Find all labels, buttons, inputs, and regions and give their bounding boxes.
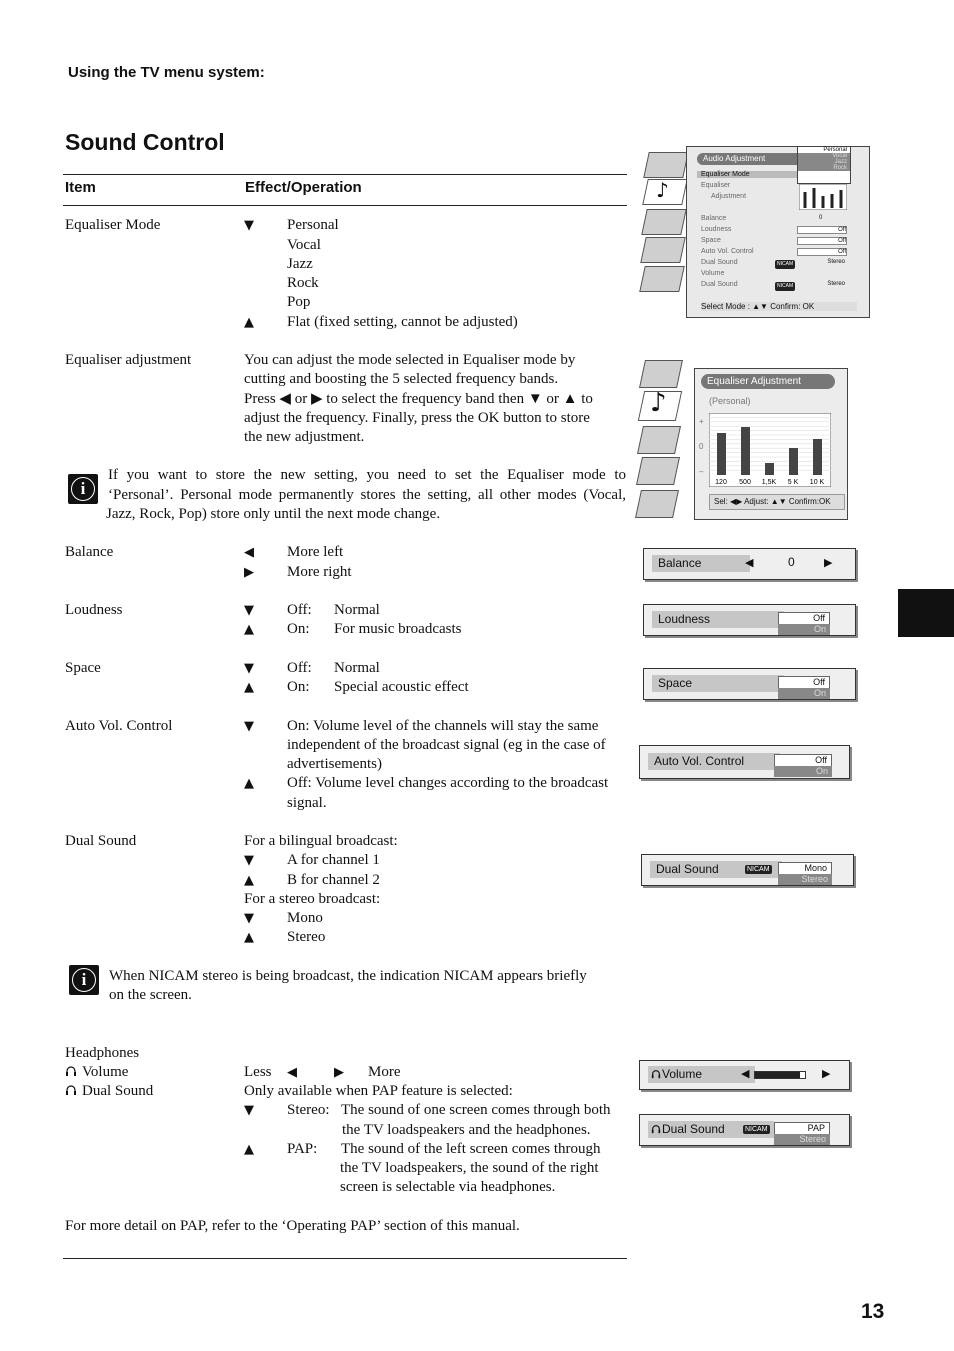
down-arrow-icon: ▼ bbox=[244, 853, 254, 868]
volume-bar-fill bbox=[755, 1072, 800, 1078]
balance-label: Balance bbox=[65, 544, 114, 560]
up-arrow-icon: ▲ bbox=[244, 680, 254, 695]
loudness-on-key: On: bbox=[287, 621, 310, 637]
dual-mono: Mono bbox=[287, 910, 323, 926]
dropdown-option[interactable]: Vocal bbox=[798, 153, 850, 159]
hp-stereo-key: Stereo: bbox=[287, 1102, 330, 1118]
features-menu-icon bbox=[641, 209, 687, 235]
osd-audio-menu bbox=[640, 146, 870, 318]
row-dual[interactable]: Dual Sound bbox=[701, 259, 738, 266]
dual-stereo: Stereo bbox=[287, 929, 326, 945]
eq-band-label: 1,5K bbox=[761, 479, 777, 486]
eq-mode-label: Equaliser Mode bbox=[65, 217, 161, 233]
up-arrow-icon: ▲ bbox=[244, 873, 254, 888]
audio-title: Audio Adjustment bbox=[697, 153, 813, 165]
eq-option: Vocal bbox=[287, 237, 321, 253]
eq-adjust-label: Equaliser adjustment bbox=[65, 352, 192, 368]
eq-scale: + bbox=[699, 417, 704, 426]
hp-dual-osd-label: Dual Sound bbox=[648, 1121, 774, 1138]
hp-less: Less bbox=[244, 1064, 272, 1080]
value-avc: Off bbox=[797, 248, 847, 256]
headphones-dual-label: Dual Sound bbox=[82, 1083, 154, 1099]
balance-right: More right bbox=[287, 564, 352, 580]
value-dual: Stereo bbox=[827, 259, 845, 265]
space-off-key: Off: bbox=[287, 660, 312, 676]
up-arrow-icon: ▲ bbox=[244, 930, 254, 945]
dual-bilingual: For a bilingual broadcast: bbox=[244, 833, 398, 849]
loudness-label: Loudness bbox=[65, 602, 123, 618]
eq-option: Pop bbox=[287, 294, 311, 310]
eq-band-label: 10 K bbox=[809, 479, 825, 486]
hp-more: More bbox=[368, 1064, 401, 1080]
right-arrow-icon[interactable]: ▶ bbox=[822, 1067, 831, 1080]
dual-a: A for channel 1 bbox=[287, 852, 380, 868]
note-text: Jazz, Rock, Pop) store only until the next mode change. bbox=[106, 506, 441, 522]
space-off-val: Normal bbox=[334, 660, 380, 676]
hp-pap-text: screen is selectable via headphones. bbox=[340, 1179, 556, 1195]
note-text: on the screen. bbox=[109, 987, 192, 1003]
row-avc[interactable]: Auto Vol. Control bbox=[701, 248, 754, 255]
row-eq-adjust[interactable]: Adjustment bbox=[711, 193, 747, 200]
up-arrow-icon: ▲ bbox=[244, 1142, 254, 1157]
hp-stereo-text: the TV loadspeakers and the headphones. bbox=[342, 1122, 591, 1138]
info-icon: i bbox=[68, 474, 98, 504]
eq-option: Personal bbox=[287, 217, 339, 233]
nicam-badge: NICAM bbox=[745, 1126, 768, 1133]
loudness-off-val: Normal bbox=[334, 602, 380, 618]
balance-left: More left bbox=[287, 544, 344, 560]
eq-band-bar[interactable] bbox=[789, 448, 798, 475]
col-header-item: Item bbox=[65, 179, 96, 196]
up-arrow-icon: ▲ bbox=[244, 315, 254, 330]
option-on[interactable]: On bbox=[774, 766, 832, 777]
eq-scale: – bbox=[699, 467, 704, 476]
headphones-icon bbox=[651, 1069, 661, 1079]
nicam-badge: NICAM bbox=[777, 283, 794, 289]
picture-menu-icon bbox=[639, 360, 683, 388]
space-label: Space bbox=[65, 660, 101, 676]
eq-title: Equaliser Adjustment bbox=[701, 374, 835, 389]
eq-option: Jazz bbox=[287, 256, 313, 272]
loudness-osd-label: Loudness bbox=[652, 611, 784, 628]
headphones-icon bbox=[65, 1065, 77, 1077]
preset-menu-icon bbox=[635, 490, 679, 518]
dropdown-option[interactable]: Jazz bbox=[798, 159, 850, 165]
option-mono[interactable]: Mono bbox=[778, 862, 832, 875]
value-space: Off bbox=[797, 237, 847, 245]
eq-band-bar[interactable] bbox=[717, 433, 726, 475]
headphones-volume-label: Volume bbox=[82, 1064, 129, 1080]
eq-adjust-text: Press ◀ or ▶ to select the frequency band then ▼ or ▲ to bbox=[244, 391, 593, 407]
chapter-tab bbox=[898, 589, 954, 637]
setup-menu-icon bbox=[636, 457, 680, 485]
row-balance[interactable]: Balance bbox=[701, 215, 727, 222]
row-space[interactable]: Space bbox=[701, 237, 721, 244]
avc-on-text: On: Volume level of the channels will stay the same bbox=[287, 718, 599, 734]
eq-panel bbox=[694, 368, 848, 520]
right-arrow-icon: ▶ bbox=[244, 565, 254, 580]
hp-pap-key: PAP: bbox=[287, 1141, 318, 1157]
osd-space[interactable] bbox=[643, 668, 856, 700]
left-arrow-icon[interactable]: ◀ bbox=[741, 1067, 750, 1080]
dropdown-option[interactable]: Personal bbox=[798, 147, 850, 153]
eq-band-label: 120 bbox=[715, 479, 727, 486]
loudness-off-key: Off: bbox=[287, 602, 312, 618]
up-arrow-icon: ▲ bbox=[244, 622, 254, 637]
headphones-icon bbox=[65, 1084, 77, 1096]
eq-bands-graph[interactable] bbox=[709, 413, 831, 487]
eq-band-label: 5 K bbox=[787, 479, 799, 486]
note-text: If you want to store the new setting, you need to set the Equaliser mode to bbox=[108, 467, 626, 483]
table-bottom-rule bbox=[63, 1258, 627, 1259]
dual-label: Dual Sound bbox=[65, 833, 137, 849]
footer-note: For more detail on PAP, refer to the ‘Operating PAP’ section of this manual. bbox=[65, 1218, 520, 1234]
setup-menu-icon bbox=[640, 237, 686, 263]
eq-adjust-text: adjust the frequency. Finally, press the OK button to store bbox=[244, 410, 590, 426]
value-loudness: Off bbox=[797, 226, 847, 234]
dual-osd-label: Dual Sound bbox=[650, 861, 782, 878]
dual-b: B for channel 2 bbox=[287, 872, 380, 888]
audio-panel bbox=[686, 146, 870, 318]
value-hp-dual: Stereo bbox=[827, 281, 845, 287]
osd-avc[interactable] bbox=[639, 745, 850, 779]
eq-adjust-text: cutting and boosting the 5 selected frequency bands. bbox=[244, 371, 559, 387]
down-arrow-icon: ▼ bbox=[244, 218, 254, 233]
right-arrow-icon[interactable]: ▶ bbox=[824, 556, 833, 569]
avc-on-text: independent of the broadcast signal (eg in the case of bbox=[287, 737, 606, 753]
osd-eq-menu bbox=[636, 360, 848, 520]
music-note-icon: ♪ bbox=[656, 178, 669, 202]
eq-adjust-text: You can adjust the mode selected in Equaliser mode by bbox=[244, 352, 576, 368]
eq-band-label: 500 bbox=[739, 479, 751, 486]
eq-scale: 0 bbox=[699, 442, 704, 451]
left-arrow-icon[interactable]: ◀ bbox=[745, 556, 754, 569]
osd-loudness[interactable] bbox=[643, 604, 856, 636]
row-loudness[interactable]: Loudness bbox=[701, 226, 732, 233]
eq-option-flat: Flat (fixed setting, cannot be adjusted) bbox=[287, 314, 518, 330]
up-arrow-icon: ▲ bbox=[244, 776, 254, 791]
avc-off-text: Off: Volume level changes according to the broadcast bbox=[287, 775, 609, 791]
hp-pap-only: Only available when PAP feature is selected: bbox=[244, 1083, 513, 1099]
down-arrow-icon: ▼ bbox=[244, 1103, 254, 1118]
space-on-val: Special acoustic effect bbox=[334, 679, 469, 695]
left-arrow-icon: ◀ bbox=[244, 545, 254, 560]
avc-off-text: signal. bbox=[287, 795, 327, 811]
row-eq[interactable]: Equaliser bbox=[701, 182, 731, 189]
mini-eq-graph bbox=[799, 184, 847, 210]
dual-stereo-hdr: For a stereo broadcast: bbox=[244, 891, 381, 907]
eq-option: Rock bbox=[287, 275, 319, 291]
eq-mode-text: (Personal) bbox=[709, 396, 751, 406]
avc-on-text: advertisements) bbox=[287, 756, 382, 772]
option-off[interactable]: Off bbox=[774, 754, 832, 767]
row-hp-dual[interactable]: Dual Sound bbox=[701, 281, 738, 288]
eq-band-bar[interactable] bbox=[741, 427, 750, 475]
down-arrow-icon: ▼ bbox=[244, 719, 254, 734]
eq-band-bar[interactable] bbox=[765, 463, 774, 475]
note-text: ‘Personal’. Personal mode permanently stores the setting, all other modes (Vocal, bbox=[108, 487, 626, 503]
down-arrow-icon: ▼ bbox=[244, 603, 254, 618]
page-number: 13 bbox=[861, 1300, 885, 1323]
option-off[interactable]: Off bbox=[778, 612, 830, 625]
space-osd-label: Space bbox=[652, 675, 784, 692]
eq-adjust-text: the new adjustment. bbox=[244, 429, 365, 445]
eq-band-bar[interactable] bbox=[813, 439, 822, 475]
down-arrow-icon: ▼ bbox=[244, 911, 254, 926]
left-arrow-icon: ◀ bbox=[287, 1065, 297, 1080]
space-on-key: On: bbox=[287, 679, 310, 695]
dropdown-option[interactable]: Rock bbox=[798, 165, 850, 171]
osd-balance[interactable] bbox=[643, 548, 856, 580]
right-arrow-icon: ▶ bbox=[334, 1065, 344, 1080]
preset-menu-icon bbox=[639, 266, 685, 292]
option-on[interactable]: On bbox=[778, 624, 830, 635]
balance-osd-value: 0 bbox=[788, 555, 795, 569]
nicam-badge: NICAM bbox=[747, 866, 770, 873]
eq-footer: Sel: ◀▶ Adjust: ▲▼ Confirm:OK bbox=[709, 494, 845, 510]
hp-stereo-text: The sound of one screen comes through both bbox=[341, 1102, 611, 1118]
option-stereo[interactable]: Stereo bbox=[778, 874, 832, 885]
hp-volume-osd-label: Volume bbox=[648, 1066, 755, 1083]
running-title: Using the TV menu system: bbox=[68, 64, 265, 81]
table-header-rule bbox=[63, 205, 627, 206]
eq-dropdown[interactable] bbox=[797, 146, 851, 184]
option-stereo[interactable]: Stereo bbox=[774, 1134, 830, 1145]
osd-hp-volume[interactable] bbox=[639, 1060, 850, 1090]
headphones-label: Headphones bbox=[65, 1045, 140, 1061]
hp-pap-text: the TV loadspeakers, the sound of the right bbox=[340, 1160, 599, 1176]
hp-pap-text: The sound of the left screen comes through bbox=[341, 1141, 601, 1157]
down-arrow-icon: ▼ bbox=[244, 661, 254, 676]
note-text: When NICAM stereo is being broadcast, the indication NICAM appears briefly bbox=[109, 968, 587, 984]
table-top-rule bbox=[63, 174, 627, 175]
option-off[interactable]: Off bbox=[778, 676, 830, 689]
osd-dual[interactable] bbox=[641, 854, 854, 886]
audio-footer: Select Mode : ▲▼ Confirm: OK bbox=[701, 302, 857, 311]
loudness-on-val: For music broadcasts bbox=[334, 621, 462, 637]
osd-hp-dual[interactable] bbox=[639, 1114, 850, 1146]
section-title: Sound Control bbox=[65, 129, 225, 155]
row-eq-mode[interactable]: Equaliser Mode bbox=[697, 171, 797, 178]
volume-bar[interactable] bbox=[754, 1071, 806, 1079]
row-hp-volume[interactable]: Volume bbox=[701, 270, 725, 277]
info-icon: i bbox=[69, 965, 99, 995]
music-note-icon: ♪ bbox=[650, 388, 667, 418]
option-pap[interactable]: PAP bbox=[774, 1122, 830, 1135]
avc-osd-label: Auto Vol. Control bbox=[648, 753, 780, 770]
value-balance: 0 bbox=[819, 215, 823, 221]
picture-menu-icon bbox=[643, 152, 689, 178]
option-on[interactable]: On bbox=[778, 688, 830, 699]
balance-osd-label: Balance bbox=[652, 555, 750, 572]
features-menu-icon bbox=[637, 426, 681, 454]
nicam-badge: NICAM bbox=[777, 261, 794, 267]
avc-label: Auto Vol. Control bbox=[65, 718, 173, 734]
col-header-effect: Effect/Operation bbox=[245, 179, 362, 196]
headphones-icon bbox=[651, 1124, 661, 1134]
